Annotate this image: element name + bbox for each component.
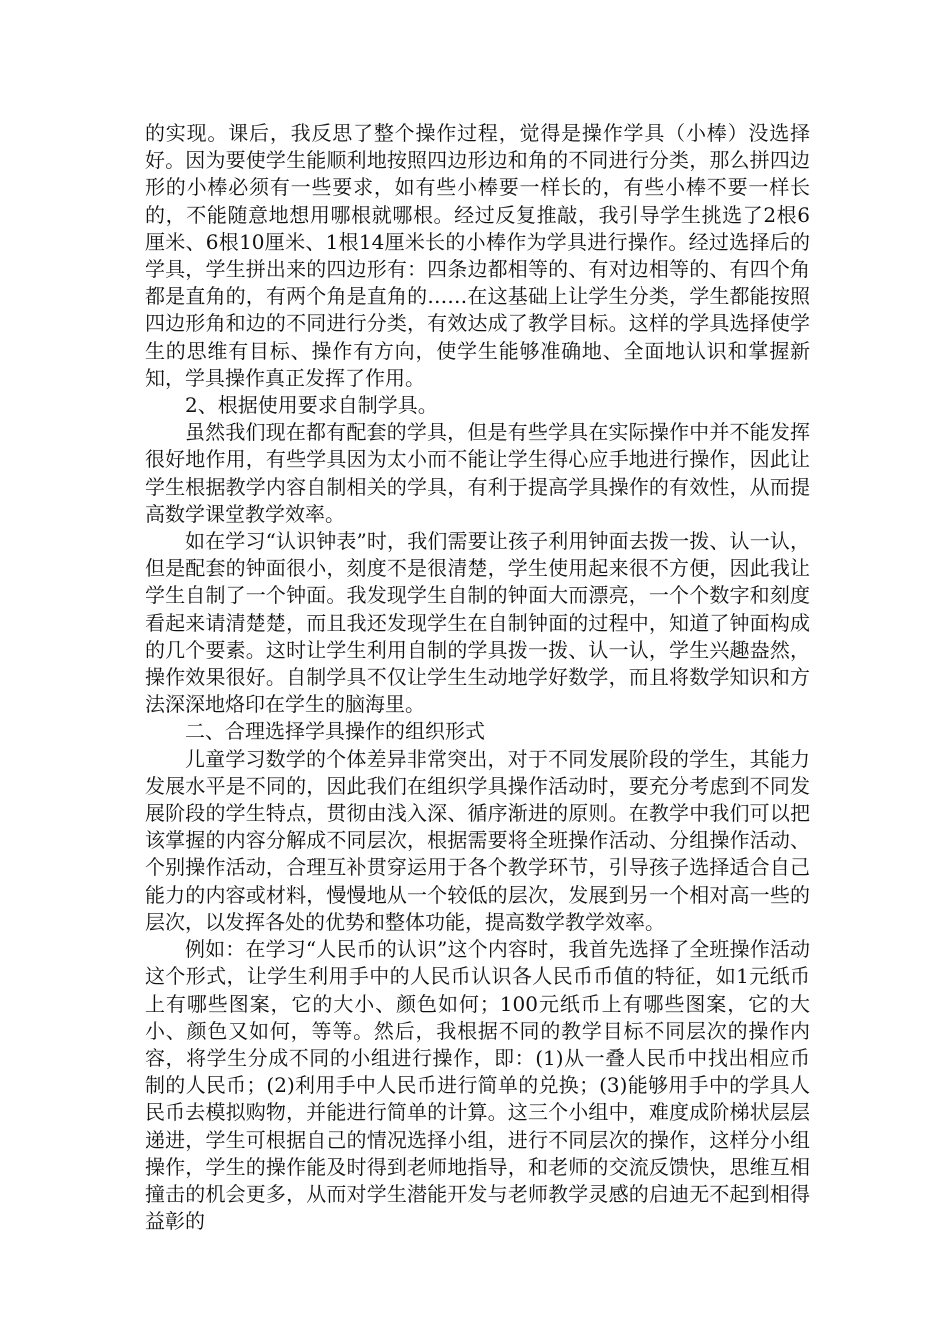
paragraph-rmb-example: 例如：在学习“人民币的认识”这个内容时，我首先选择了全班操作活动这个形式，让学生利用手中的人民币认识各人民币币值的特征，如1元纸币上有哪些图案，它的大小、颜色如何；100元纸币上有哪些图案，它的大小、颜色又如何，等等。然后，我根据不同的教学目标不同层次的操作内容，将学生分成不同的小组进行操作，即：(1)从一叠人民币中找出相应币制的人民币；(2)利用手中人民币进行简单的兑换；(3)能够用手中的学具人民币去模拟购物，并能进行简单的计算。这三个小组中，难度成阶梯状层层递进，学生可根据自己的情况选择小组，进行不同层次的操作，这样分小组操作，学生的操作能及时得到老师地指导，和老师的交流反馈快，思维互相撞击的机会更多，从而对学生潜能开发与老师教学灵感的启迪无不起到相得益彰的 xyxy=(145,937,810,1234)
paragraph-continuation: 的实现。课后，我反思了整个操作过程，觉得是操作学具（小棒）没选择好。因为要使学生能顺利地按照四边形边和角的不同进行分类，那么拼四边形的小棒必须有一些要求，如有些小棒要一样长的，有些小棒不要一样长的，不能随意地想用哪根就哪根。经过反复推敲，我引导学生挑选了2根6厘米、6根10厘米、1根14厘米长的小棒作为学具进行操作。经过选择后的学具，学生拼出来的四边形有：四条边都相等的、有对边相等的、有四个角都是直角的，有两个角是直角的……在这基础上让学生分类，学生都能按照四边形角和边的不同进行分类，有效达成了教学目标。这样的学具选择使学生的思维有目标、操作有方向，使学生能够准确地、全面地认识和掌握新知，学具操作真正发挥了作用。 xyxy=(145,121,810,390)
subheading-self-made-tools: 2、根据使用要求自制学具。 xyxy=(185,393,438,418)
section-heading-organization: 二、合理选择学具操作的组织形式 xyxy=(185,719,485,744)
paragraph-individual-differences: 儿童学习数学的个体差异非常突出，对于不同发展阶段的学生，其能力发展水平是不同的，因此我们在组织学具操作活动时，要充分考虑到不同发展阶段的学生特点，贯彻由浅入深、循序渐进的原则。在教学中我们可以把该掌握的内容分解成不同层次，根据需要将全班操作活动、分组操作活动、个别操作活动，合理互补贯穿运用于各个教学环节，引导孩子选择适合自己能力的内容或材料，慢慢地从一个较低的层次，发展到另一个相对高一些的层次，以发挥各处的优势和整体功能，提高数学教学效率。 xyxy=(145,746,810,934)
document-page xyxy=(145,120,810,1235)
paragraph-self-made-tools: 虽然我们现在都有配套的学具，但是有些学具在实际操作中并不能发挥很好地作用，有些学具因为太小而不能让学生得心应手地进行操作，因此让学生根据教学内容自制相关的学具，有利于提高学具操作的有效性，从而提高数学课堂教学效率。 xyxy=(145,420,810,526)
paragraph-clock-example: 如在学习“认识钟表”时，我们需要让孩子利用钟面去拨一拨、认一认，但是配套的钟面很小，刻度不是很清楚，学生使用起来很不方便，因此我让学生自制了一个钟面。我发现学生自制的钟面大而漂亮，一个个数字和刻度看起来请清楚楚，而且我还发现学生在自制钟面的过程中，知道了钟面构成的几个要素。这时让学生利用自制的学具拨一拨、认一认，学生兴趣盎然，操作效果很好。自制学具不仅让学生生动地学好数学，而且将数学知识和方法深深地烙印在学生的脑海里。 xyxy=(145,529,810,717)
